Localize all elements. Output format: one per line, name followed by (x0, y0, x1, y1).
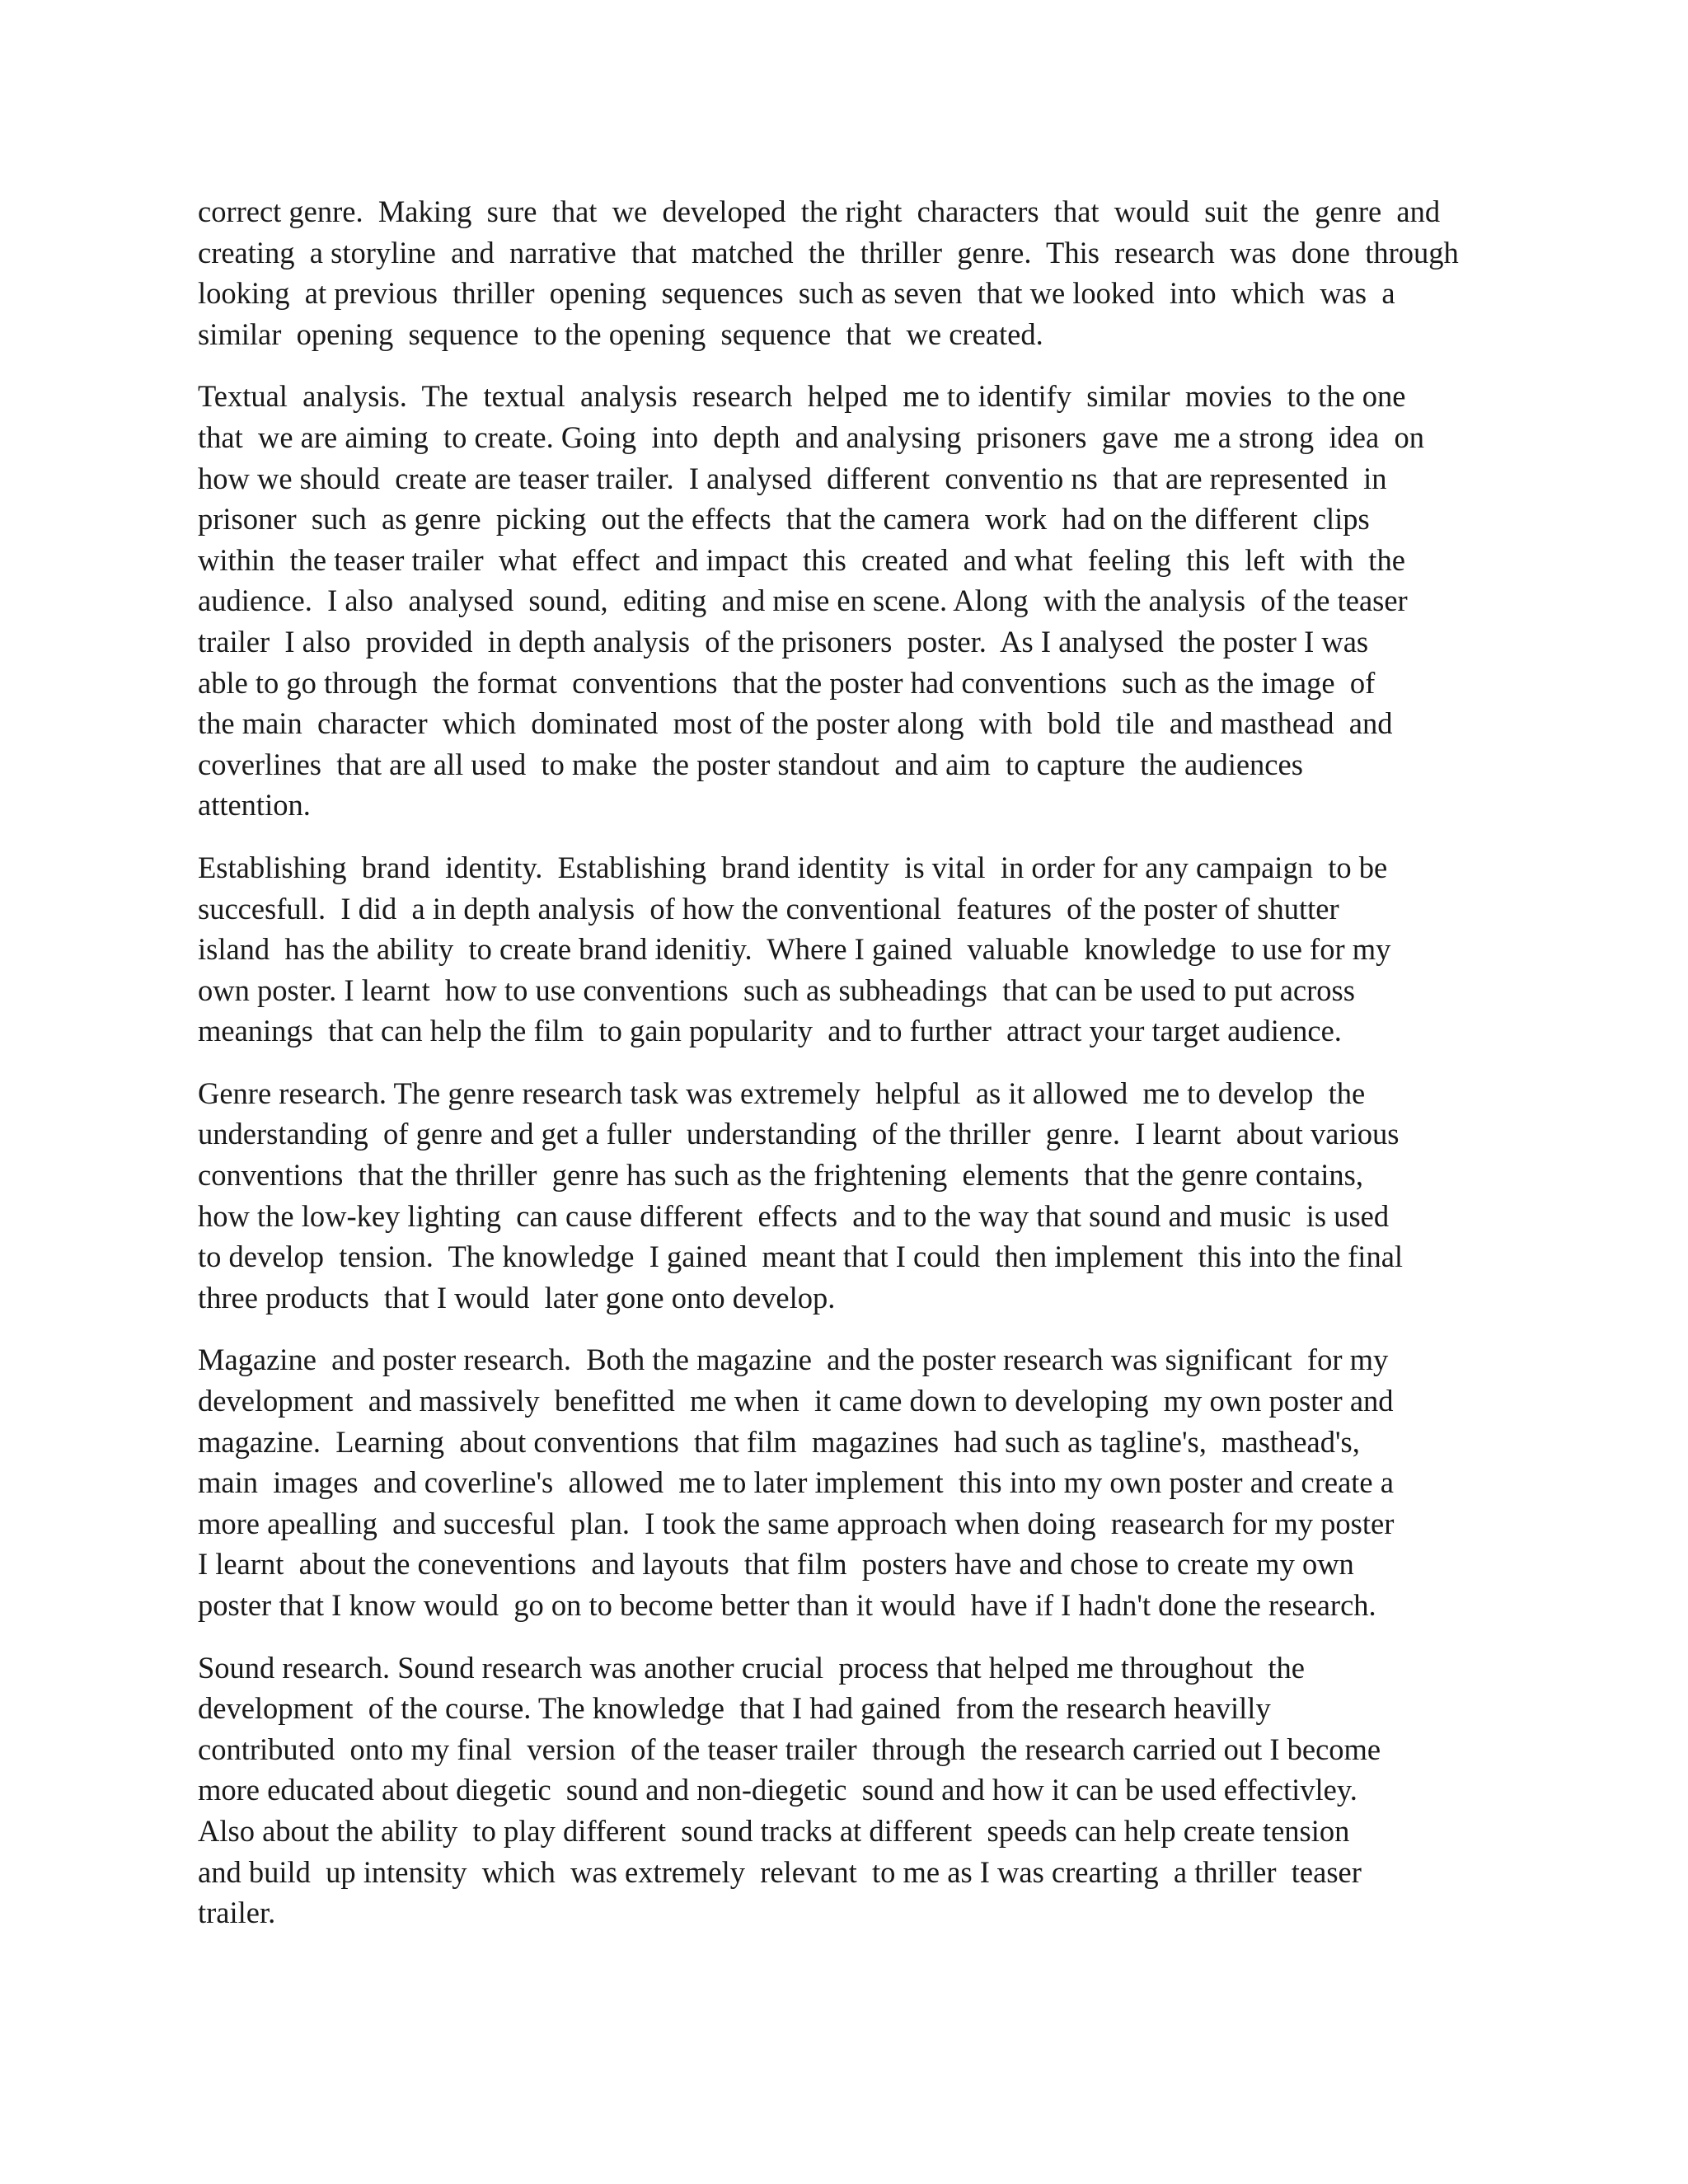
text-line: prisoner such as genre picking out the effects that the camera work had on the different clips (198, 502, 1370, 537)
paragraph-textual-analysis (198, 376, 1485, 826)
text-line: the main character which dominated most of the poster along with bold tile and masthead and (198, 706, 1393, 741)
text-line: island has the ability to create brand idenitiy. Where I gained valuable knowledge to use for my (198, 932, 1391, 967)
text-line: trailer I also provided in depth analysis of the prisoners poster. As I analysed the poster I was (198, 624, 1369, 658)
document-body (198, 191, 1485, 1955)
text-line: Also about the ability to play different sound tracks at different speeds can help create tension (198, 1813, 1350, 1848)
text-line: Textual analysis. The textual analysis research helped me to identify similar movies to the one (198, 379, 1406, 414)
paragraph-genre-research (198, 1073, 1485, 1319)
text-line: within the teaser trailer what effect and impact this created and what feeling this left with the (198, 542, 1405, 577)
text-line: able to go through the format conventions that the poster had conventions such as the image of (198, 665, 1376, 700)
text-line: main images and coverline's allowed me to later implement this into my own poster and create a (198, 1465, 1394, 1500)
text-line: and build up intensity which was extremely relevant to me as I was crearting a thriller teaser (198, 1854, 1362, 1889)
text-line: poster that I know would go on to become better than it would have if I hadn't done the research. (198, 1588, 1376, 1622)
text-line: Magazine and poster research. Both the magazine and the poster research was significant for my (198, 1343, 1389, 1377)
text-line: to develop tension. The knowledge I gained meant that I could then implement this into the final (198, 1240, 1404, 1274)
text-line: attention. (198, 788, 311, 823)
text-line: creating a storyline and narrative that matched the thriller genre. This research was done through (198, 235, 1459, 269)
text-line: similar opening sequence to the opening sequence that we created. (198, 316, 1043, 351)
text-line: Establishing brand identity. Establishing brand identity is vital in order for any campaign to be (198, 850, 1388, 884)
paragraph-magazine-poster-research (198, 1339, 1485, 1625)
paragraph-brand-identity (198, 847, 1485, 1052)
text-line: contributed onto my final version of the teaser trailer through the research carried out I become (198, 1732, 1381, 1766)
text-line: how we should create are teaser trailer. I analysed different conventio ns that are represented in (198, 461, 1387, 495)
paragraph-thriller-genre (198, 191, 1485, 354)
text-line: Sound research. Sound research was another crucial process that helped me throughout the (198, 1650, 1305, 1685)
text-line: I learnt about the coneventions and layouts that film posters have and chose to create my own (198, 1547, 1354, 1582)
text-line: own poster. I learnt how to use conventions such as subheadings that can be used to put across (198, 972, 1355, 1007)
text-line: meanings that can help the film to gain popularity and to further attract your target audience. (198, 1014, 1342, 1048)
text-line: more apealling and succesful plan. I took the same approach when doing reasearch for my poster (198, 1506, 1395, 1540)
paragraph-sound-research (198, 1647, 1485, 1933)
text-line: more educated about diegetic sound and non-diegetic sound and how it can be used effectivley. (198, 1773, 1357, 1807)
text-line: trailer. (198, 1896, 276, 1930)
text-line: understanding of genre and get a fuller understanding of the thriller genre. I learnt about various (198, 1117, 1400, 1151)
text-line: looking at previous thriller opening sequences such as seven that we looked into which was a (198, 276, 1395, 311)
text-line: development of the course. The knowledge that I had gained from the research heavilly (198, 1691, 1271, 1726)
text-line: magazine. Learning about conventions that film magazines had such as tagline's, masthead's, (198, 1424, 1360, 1459)
text-line: how the low-key lighting can cause different effects and to the way that sound and music is used (198, 1198, 1390, 1233)
text-line: Genre research. The genre research task was extremely helpful as it allowed me to develop the (198, 1076, 1366, 1110)
text-line: three products that I would later gone onto develop. (198, 1280, 836, 1315)
text-line: conventions that the thriller genre has such as the frightening elements that the genre contains, (198, 1158, 1363, 1193)
text-line: audience. I also analysed sound, editing and mise en scene. Along with the analysis of the teaser (198, 583, 1408, 618)
text-line: coverlines that are all used to make the poster standout and aim to capture the audiences (198, 747, 1303, 781)
text-line: correct genre. Making sure that we developed the right characters that would suit the genre and (198, 194, 1441, 228)
text-line: that we are aiming to create. Going into depth and analysing prisoners gave me a strong idea on (198, 419, 1424, 454)
text-line: development and massively benefitted me when it came down to developing my own poster and (198, 1384, 1394, 1418)
text-line: succesfull. I did a in depth analysis of how the conventional features of the poster of shutter (198, 891, 1339, 926)
